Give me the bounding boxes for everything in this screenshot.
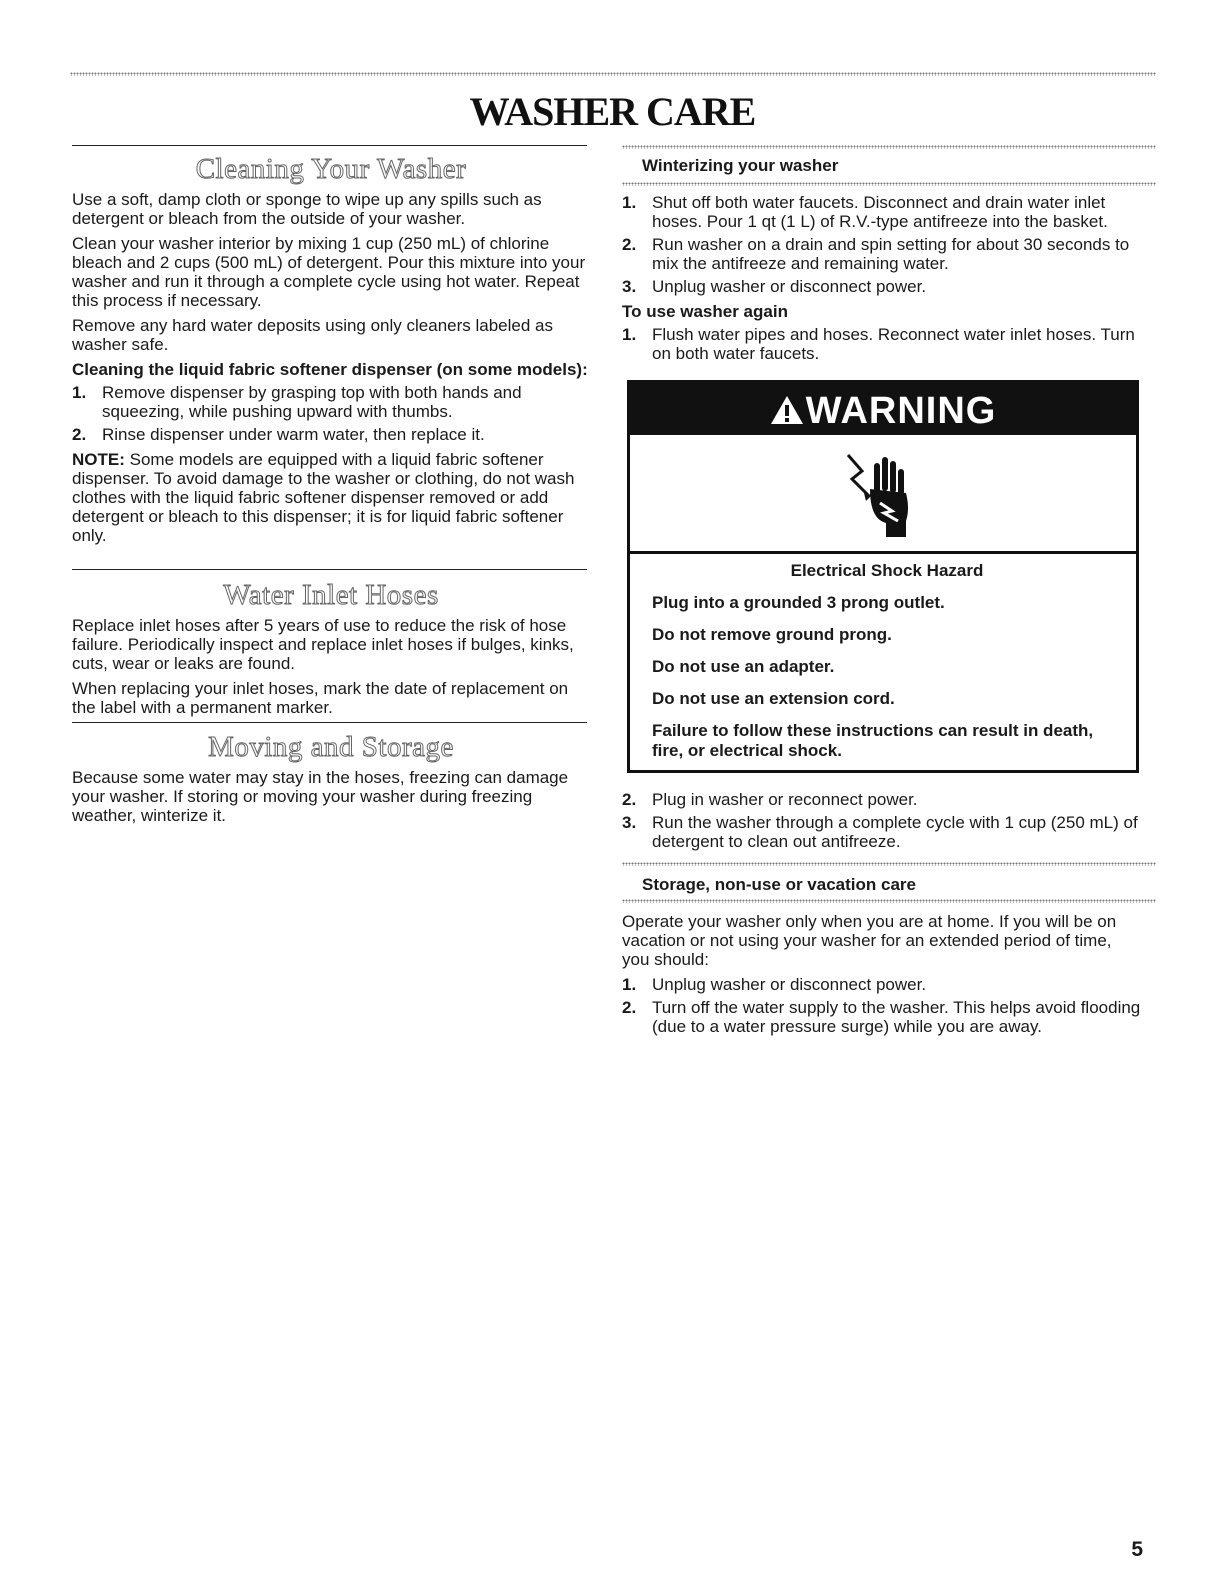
dispenser-steps: [72, 383, 590, 444]
use-again-steps-after: [622, 790, 1142, 851]
page-number: 5: [1131, 1538, 1143, 1561]
warning-line: Do not use an extension cord.: [652, 689, 895, 708]
dispenser-heading: Cleaning the liquid fabric softener dispenser (on some models):: [72, 360, 588, 379]
list-item: 2. Run washer on a drain and spin setting for about 30 seconds to mix the antifreeze and remaining water.: [622, 235, 1130, 273]
hoses-section: [72, 578, 590, 723]
warning-icon-area: [630, 435, 1136, 554]
winterizing-heading: Winterizing your washer: [642, 156, 839, 175]
page-title: WASHER CARE: [469, 89, 756, 134]
note: [72, 450, 590, 545]
warning-banner: [630, 383, 1136, 435]
storage-section: [622, 912, 1142, 1042]
warning-line: Do not remove ground prong.: [652, 625, 892, 644]
list-item: 1. Shut off both water faucets. Disconnect and drain water inlet hoses. Pour 1 qt (1 L) of R.V.-type antifreeze into the basket.: [622, 193, 1108, 231]
hoses-paragraph-2: When replacing your inlet hoses, mark the date of replacement on the label with a permanent marker.: [72, 679, 569, 717]
warning-text: [652, 561, 1122, 773]
winterizing-section: [622, 193, 1142, 369]
use-again-heading: To use washer again: [622, 302, 788, 321]
cleaning-paragraph-1: Use a soft, damp cloth or sponge to wipe up any spills such as detergent or bleach from the outside of your washer.: [72, 190, 542, 228]
hoses-heading: Water Inlet Hoses: [223, 579, 439, 611]
warning-triangle-icon: [770, 385, 804, 441]
winterizing-heading-wrap: [642, 156, 1142, 175]
section-divider: [72, 145, 587, 146]
warning-line: Failure to follow these instructions can result in death, fire, or electrical shock.: [652, 721, 1094, 760]
storage-paragraph: Operate your washer only when you are at home. If you will be on vacation or not using your washer for an extended period of time, you should:: [622, 912, 1117, 969]
moving-heading: Moving and Storage: [208, 731, 454, 763]
list-item: 1. Unplug washer or disconnect power.: [622, 975, 927, 994]
note-text: Some models are equipped with a liquid fabric softener dispenser. To avoid damage to the washer or clothing, do not wash clothes with the liquid fabric softener dispenser removed or add detergent or bleach to this dispenser; it is for liquid fabric softener only.: [72, 450, 575, 545]
winterizing-steps: [622, 193, 1142, 296]
list-item: 2. Plug in washer or reconnect power.: [622, 790, 918, 809]
cleaning-heading: Cleaning Your Washer: [195, 153, 467, 185]
storage-rule-top: [622, 862, 1156, 866]
warning-box: [627, 380, 1139, 773]
storage-heading-wrap: [642, 875, 1142, 894]
left-column: [72, 152, 590, 551]
cleaning-paragraph-2: Clean your washer interior by mixing 1 cup (250 mL) of chlorine bleach and 2 cups (500 mL) of detergent. Pour this mixture into your washer and run it through a complete cycle using hot water. Repeat this process if necessary.: [72, 234, 586, 310]
warning-banner-text: WARNING: [805, 390, 997, 432]
winterizing-rule-bottom: [622, 182, 1156, 186]
use-again-steps: [622, 325, 1142, 363]
list-item: 2. Rinse dispenser under warm water, then replace it.: [72, 425, 485, 444]
list-item: 3. Run the washer through a complete cycle with 1 cup (250 mL) of detergent to clean out antifreeze.: [622, 813, 1138, 851]
use-again-continued: [622, 790, 1142, 857]
list-item: 2. Turn off the water supply to the washer. This helps avoid flooding (due to a water pressure surge) while you are away.: [622, 998, 1141, 1036]
moving-section: [72, 730, 590, 831]
storage-heading: Storage, non-use or vacation care: [642, 875, 916, 894]
top-rule: [70, 72, 1156, 76]
warning-line: Plug into a grounded 3 prong outlet.: [652, 593, 945, 612]
storage-rule-bottom: [622, 899, 1156, 903]
list-item: 1. Flush water pipes and hoses. Reconnect water inlet hoses. Turn on both water faucets.: [622, 325, 1135, 363]
section-divider: [72, 722, 587, 723]
warning-line: Do not use an adapter.: [652, 657, 835, 676]
moving-paragraph-1: Because some water may stay in the hoses, freezing can damage your washer. If storing or moving your washer during freezing weather, winterize it.: [72, 768, 569, 825]
list-item: 3. Unplug washer or disconnect power.: [622, 277, 927, 296]
list-item: 1. Remove dispenser by grasping top with both hands and squeezing, while pushing upward with thumbs.: [72, 383, 522, 421]
hoses-paragraph-1: Replace inlet hoses after 5 years of use to reduce the risk of hose failure. Periodically inspect and replace inlet hoses if bulges, kinks, cuts, wear or leaks are found.: [72, 616, 574, 673]
cleaning-paragraph-3: Remove any hard water deposits using only cleaners labeled as washer safe.: [72, 316, 553, 354]
section-divider: [72, 569, 587, 570]
electrical-shock-icon: [840, 449, 920, 544]
winterizing-rule-top: [622, 145, 1156, 149]
storage-steps: [622, 975, 1142, 1036]
note-label: NOTE:: [72, 450, 125, 469]
hazard-title: Electrical Shock Hazard: [790, 561, 984, 580]
